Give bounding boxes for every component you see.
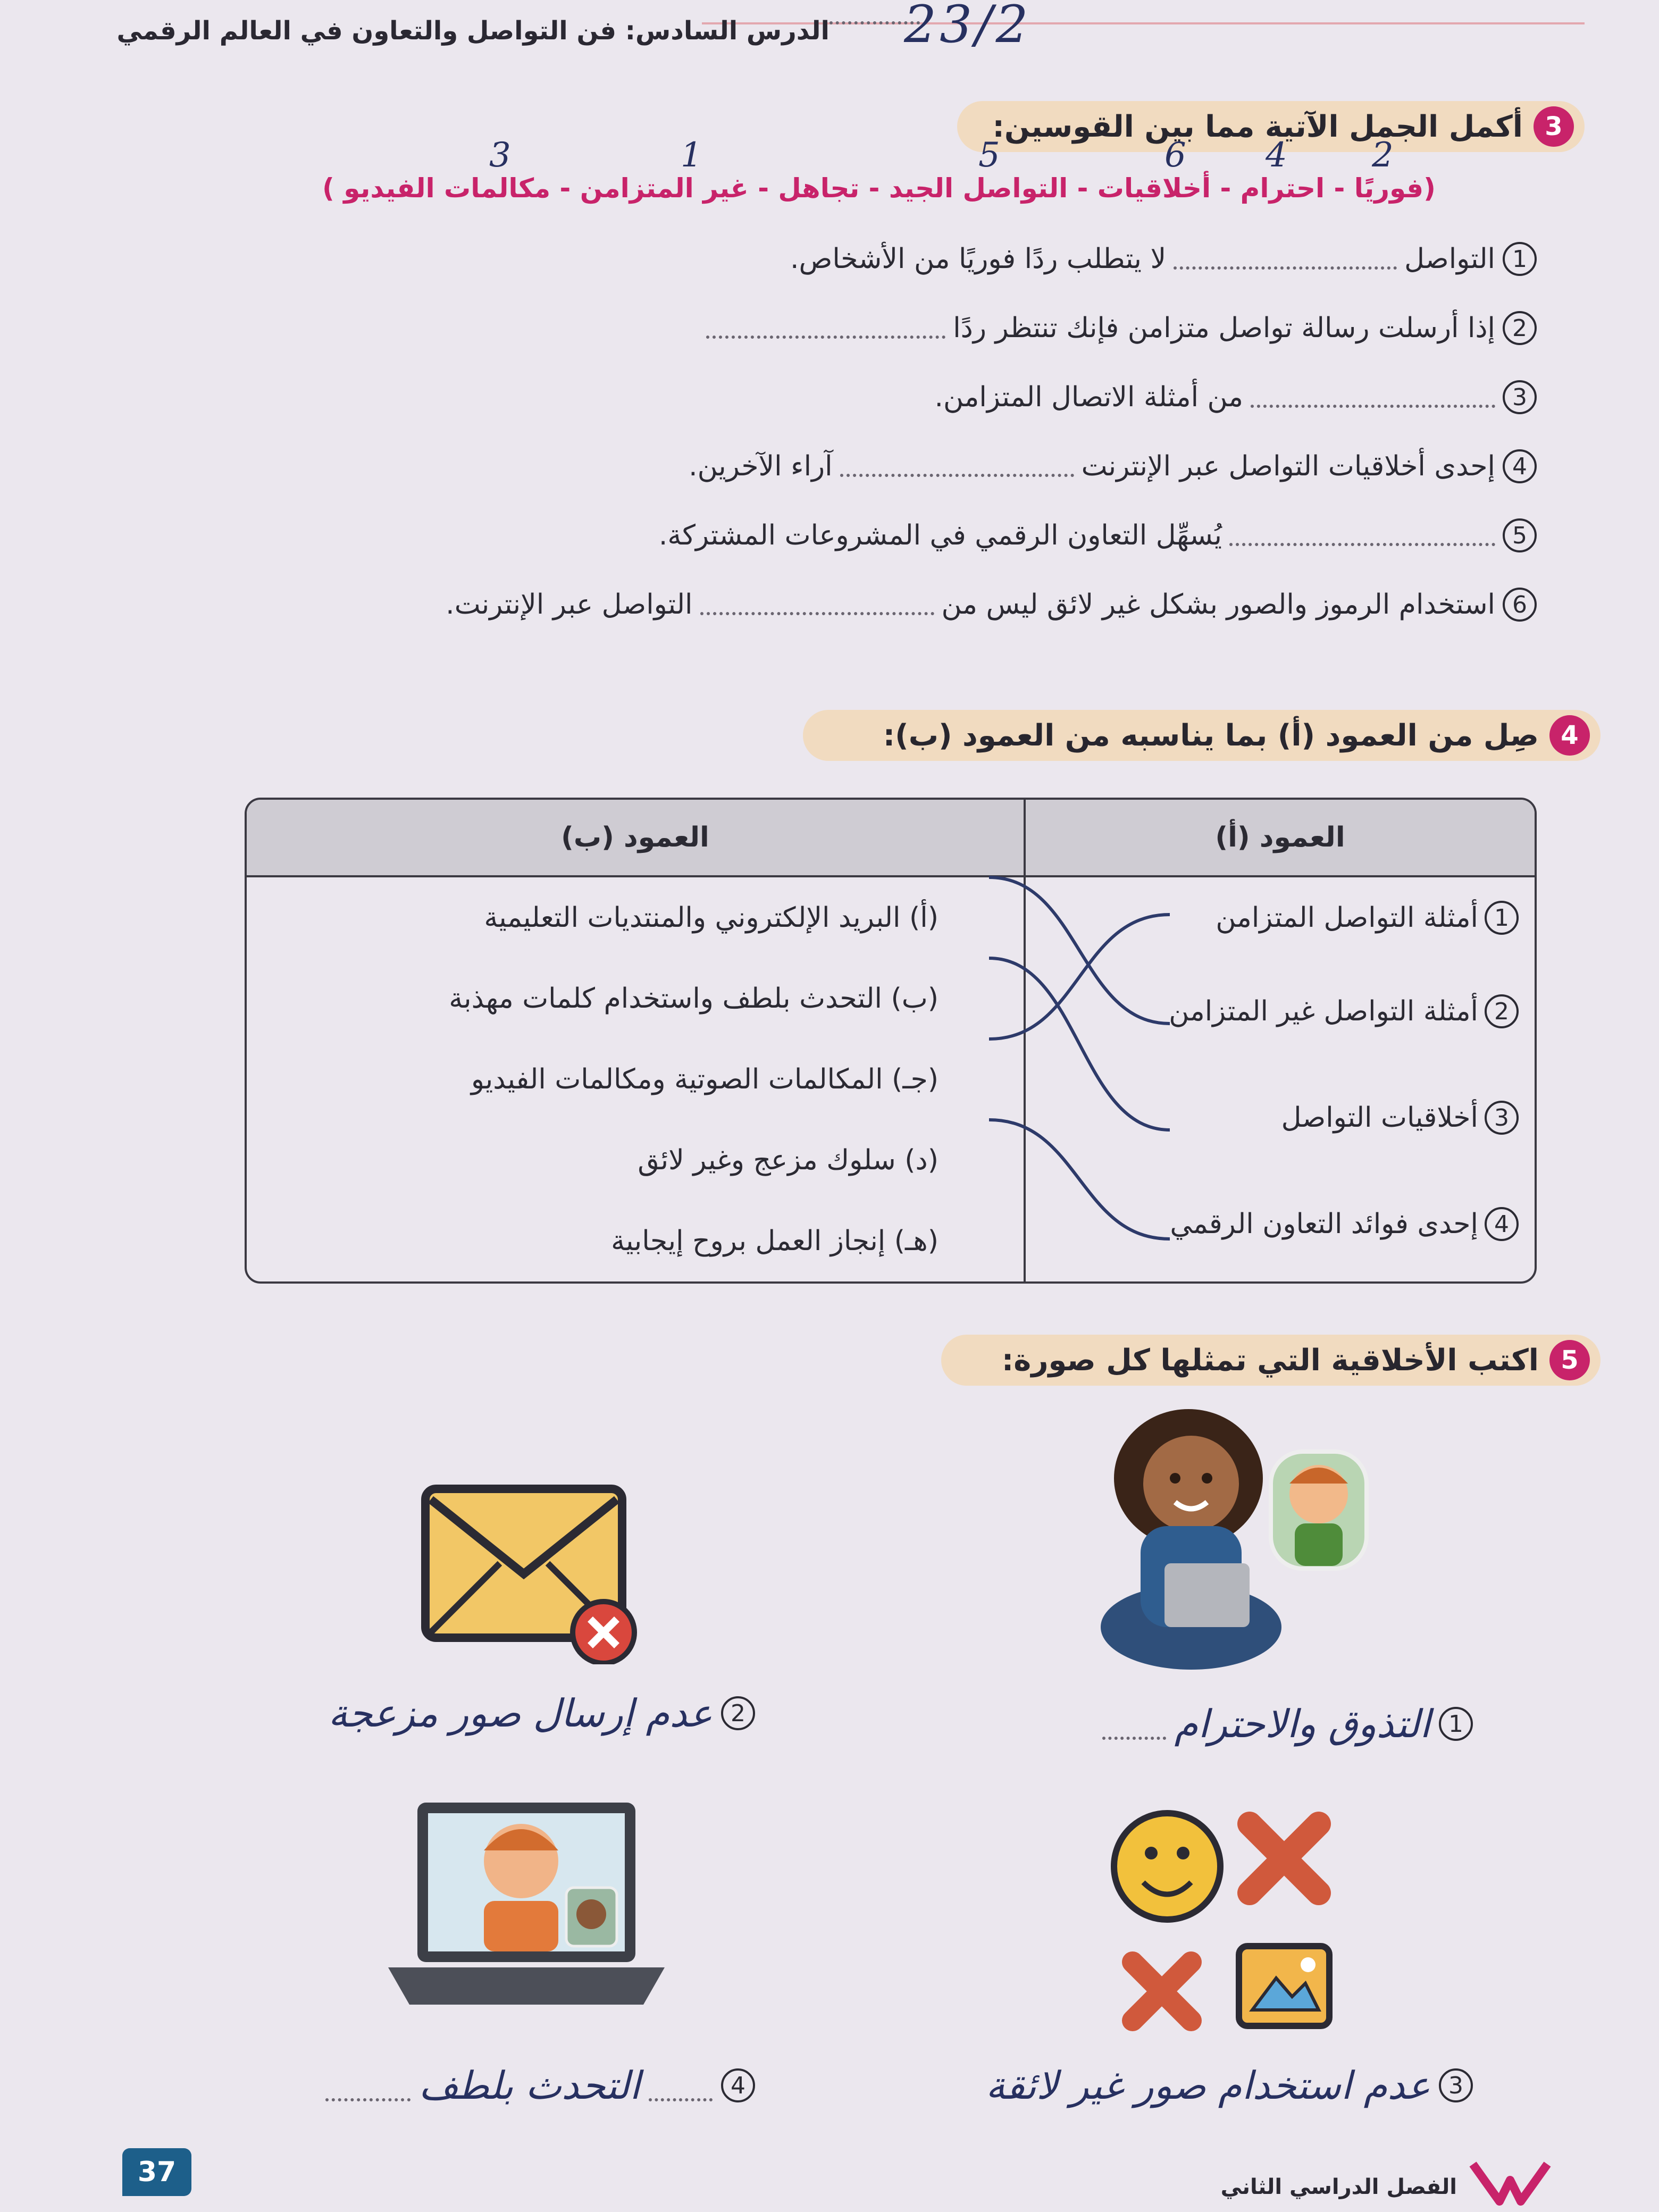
publisher-logo-icon [1468,2159,1553,2207]
q4-number-badge: 4 [1549,715,1590,756]
item-text-before: إحدى أخلاقيات التواصل عبر الإنترنت [1081,450,1495,482]
q3-item [706,311,1537,345]
item-number: 5 [1503,518,1537,552]
item-number: 6 [1503,588,1537,622]
col-b [247,877,1024,1281]
girl-laptop-illustration [1095,1404,1382,1680]
q5-title: اكتب الأخلاقية التي تمثلها كل صورة: [1001,1343,1539,1378]
answer-blank [325,2080,410,2101]
col-a-item[interactable] [1026,1171,1535,1277]
item-label: أخلاقيات التواصل [1281,1102,1478,1134]
col-b-item[interactable]: (أ) البريد الإلكتروني والمنتديات التعليمية [484,902,939,934]
item-number: 4 [721,2068,755,2102]
col-b-item[interactable]: (هـ) إنجاز العمل بروح إيجابية [611,1225,939,1257]
answer-blank [649,2080,713,2101]
handwritten-date: 23/2 [904,0,1032,54]
col-a-item[interactable] [1026,877,1535,958]
hand-num: 2 [1372,136,1394,175]
item-number: 1 [1503,242,1537,276]
handwritten-answer[interactable]: التحدث بلطف [418,2063,640,2108]
item-text-after: يُسهِّل التعاون الرقمي في المشروعات المشتركة. [658,520,1222,551]
answer-blank[interactable] [840,456,1074,477]
q3-title: أكمل الجمل الآتية مما بين القوسين: [992,109,1523,144]
item-label: أمثلة التواصل غير المتزامن [1169,995,1478,1027]
q3-item [689,449,1537,483]
item-number: 3 [1485,1101,1519,1135]
item-number: 2 [721,1696,755,1730]
q5-answer-2 [328,1691,755,1736]
col-b-item[interactable]: (ب) التحدث بلطف واستخدام كلمات مهذبة [449,983,939,1015]
q4-title: صِل من العمود (أ) بما يناسبه من العمود (ب): [883,718,1539,753]
q5-answer-1 [1102,1702,1473,1746]
handwritten-answer[interactable]: عدم إرسال صور مزعجة [328,1691,713,1736]
q5-answer-3 [986,2063,1473,2108]
answer-blank [1102,1719,1166,1740]
col-a-item[interactable] [1026,958,1535,1065]
item-number: 4 [1503,449,1537,483]
item-label: أمثلة التواصل المتزامن [1216,902,1478,934]
hand-num: 4 [1266,136,1287,175]
envelope-error-illustration [415,1484,649,1664]
col-a-item[interactable] [1026,1065,1535,1171]
hand-num: 3 [489,136,511,175]
q5-heading [941,1335,1601,1386]
handwritten-answer[interactable]: عدم استخدام صور غير لائقة [985,2063,1430,2108]
item-text-before: إذا أرسلت رسالة تواصل متزامن فإنك تنتظر ردًا [953,312,1495,344]
item-number: 2 [1485,994,1519,1028]
item-number: 4 [1485,1207,1519,1241]
item-text-after: التواصل عبر الإنترنت. [446,589,693,621]
col-a-header: العمود (أ) [1024,800,1535,877]
col-b-header: العمود (ب) [247,800,1024,877]
item-number: 2 [1503,311,1537,345]
q3-item [790,242,1537,276]
lesson-title: الدرس السادس: فن التواصل والتعاون في العالم الرقمي [116,16,830,46]
video-call-laptop-illustration [378,1797,675,2031]
q3-handwritten-numbers [0,136,1659,178]
item-text-after: لا يتطلب ردًا فوريًا من الأشخاص. [790,243,1167,275]
item-number: 1 [1485,901,1519,935]
q5-answer-4 [325,2063,755,2108]
item-text-before: التواصل [1404,243,1495,275]
answer-blank[interactable] [700,594,934,615]
item-text-before: استخدام الرموز والصور بشكل غير لائق ليس من [941,589,1495,621]
item-number: 1 [1439,1707,1473,1741]
page-number: 37 [122,2148,191,2196]
q3-number-badge: 3 [1534,106,1574,147]
q5-number-badge: 5 [1549,1340,1590,1380]
col-b-item[interactable]: (د) سلوك مزعج وغير لائق [638,1144,939,1176]
matching-table [245,798,1537,1284]
hand-num: 5 [978,136,1000,175]
handwritten-answer[interactable]: التذوق والاحترام [1174,1702,1430,1746]
col-a [1024,877,1535,1281]
item-number: 3 [1439,2068,1473,2102]
q3-options: (فوريًا - احترام - أخلاقيات - التواصل الجيد - تجاهل - غير المتزامن - مكالمات الفيديو ) [322,173,1436,204]
hand-num: 6 [1164,136,1186,175]
col-b-item[interactable]: (جـ) المكالمات الصوتية ومكالمات الفيديو [471,1063,939,1095]
answer-blank[interactable] [1251,387,1495,408]
emoji-crosses-illustration [1106,1803,1351,2037]
q4-heading [803,710,1601,761]
q3-item [934,380,1537,414]
footer-term: الفصل الدراسي الثاني [1220,2175,1457,2199]
answer-blank[interactable] [1174,248,1397,270]
q3-item [446,588,1537,622]
item-text-after: من أمثلة الاتصال المتزامن. [934,381,1243,413]
item-label: إحدى فوائد التعاون الرقمي [1170,1208,1478,1240]
answer-blank[interactable] [1229,525,1495,546]
item-text-after: آراء الآخرين. [689,450,833,482]
item-number: 3 [1503,380,1537,414]
hand-num: 1 [681,136,702,175]
q3-item [659,518,1537,552]
answer-blank[interactable] [706,317,945,339]
